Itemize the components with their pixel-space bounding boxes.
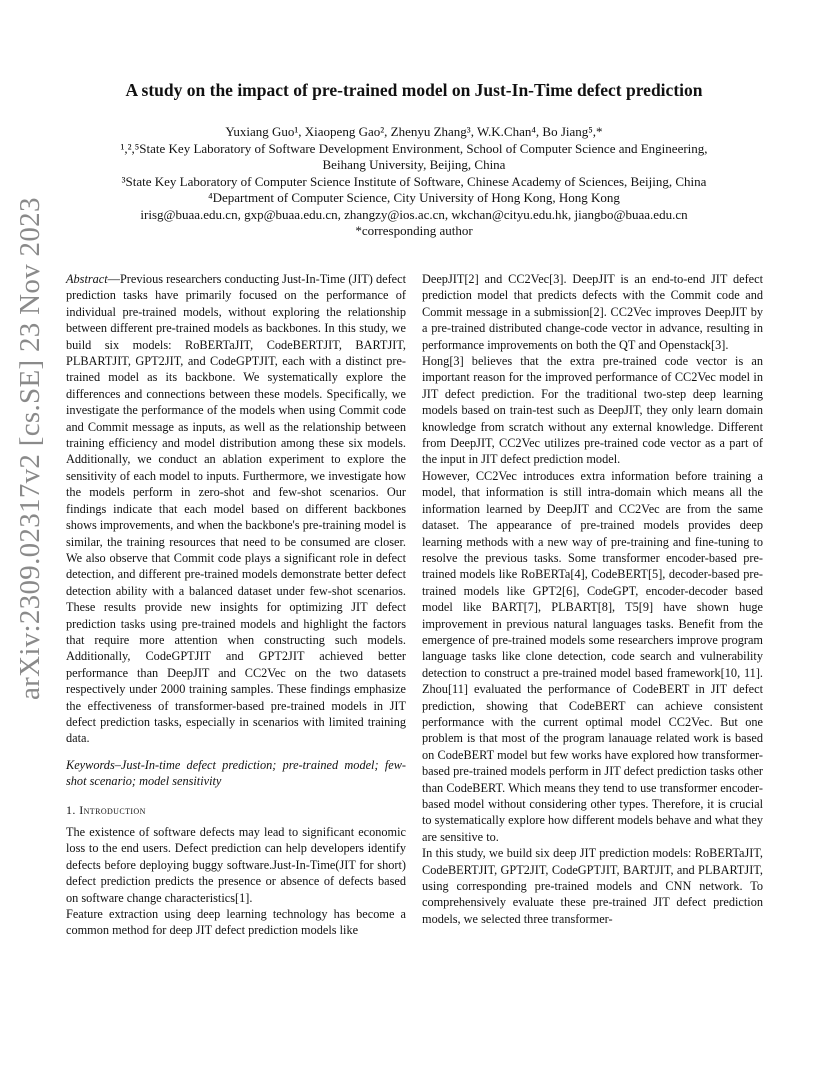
author-list: Yuxiang Guo¹, Xiaopeng Gao², Zhenyu Zhang³, W.K.Chan⁴, Bo Jiang⁵,* [225, 124, 603, 139]
arxiv-identifier: arXiv:2309.02317v2 [cs.SE] 23 Nov 2023 [14, 197, 46, 700]
section-heading [66, 802, 406, 818]
paper-title: A study on the impact of pre-trained model on Just-In-Time defect prediction [125, 80, 703, 100]
affiliation-3: ⁴Department of Computer Science, City University of Hong Kong, Hong Kong [208, 190, 620, 205]
intro-paragraph: However, CC2Vec introduces extra information before training a model, that information is still intra-domain which means all the information learned by DeepJIT and CC2Vec are from the same dataset. The appearance of pre-trained models provides deep learning methods with a new way of pre-training and fine-tuning to resolve the previous tasks. Some transformer encoder-based pre-trained models like RoBERTa[4], CodeBERT[5], decoder-based pre-trained models like GPT2[6], CodeGPT, encoder-decoder based model like BART[7], PLBART[8], T5[9] have shown huge improvement in previous natural languages tasks. Benefit from the emergence of pre-trained models some researchers improve program language tasks like clone detection, code search and vulnerability detection to construct a pre-trained model based framework[10, 11]. Zhou[11] evaluated the performance of CodeBERT in JIT defect prediction, showing that CodeBERT can achieve consistent performance with the current optimal model CC2Vec. But one problem is that most of the program lanauage related work is based on CodeBERT model but few works have explored how transformer-based pre-trained models perform in JIT defect prediction tasks other than CodeBERT. Which means they tend to use transformer encoder-based model without considering other types. Therefore, it is crucial to systematically explore how different models behave and what they are sensitive to. [422, 468, 763, 844]
intro-paragraph: The existence of software defects may lead to significant economic loss to the end users. Defect prediction can help developers identify defects before deploying buggy software.Just-In-Time(JIT for short) defect prediction predicts the presence or absence of defects based on software change characteristics[1]. [66, 825, 406, 905]
intro-paragraph: Hong[3] believes that the extra pre-trained code vector is an important reason for the improved performance of CC2Vec model in JIT defect prediction. For the traditional two-step deep learning models based on train-test such as DeepJIT, they only learn domain knowledge from scratch without any external knowledge. Different from DeepJIT, CC2Vec utilizes pre-trained code vector as a part of the input in JIT defect prediction model. [422, 354, 763, 467]
affiliation-1-cont: Beihang University, Beijing, China [322, 157, 506, 172]
right-column [422, 271, 763, 927]
abstract-label: Abstract [66, 272, 108, 286]
intro-paragraph: In this study, we build six deep JIT prediction models: RoBERTaJIT, CodeBERTJIT, GPT2JIT, CodeGPTJIT, BARTJIT, and PLBARTJIT, using corresponding pre-trained models and CNN network. To comprehensively evaluate these pre-trained JIT defect prediction models, we selected three transformer- [422, 846, 763, 926]
author-emails: irisg@buaa.edu.cn, gxp@buaa.edu.cn, zhangzy@ios.ac.cn, wkchan@cityu.edu.hk, jiangbo@buaa.edu.cn [140, 206, 688, 222]
section-title: Introduction [79, 802, 146, 817]
keywords: Keywords–Just-In-time defect prediction; pre-trained model; few-shot scenario; model sensitivity [66, 757, 406, 789]
abstract-text: —Previous researchers conducting Just-In-Time (JIT) defect prediction tasks have primarily focused on the performance of individual pre-trained models, without exploring the relationship between different pre-trained models as backbones. In this study, we build six models: RoBERTaJIT, CodeBERTJIT, BARTJIT, PLBARTJIT, GPT2JIT, and CodeGPTJIT, each with a distinct pre-trained model as its backbone. We systematically explore the differences and connections between these models. Specifically, we investigate the performance of the models when using Commit code and Commit message as inputs, as well as the relationship between training efficiency and model distribution among these six models. Additionally, we conduct an ablation experiment to explore the sensitivity of each model to inputs. Furthermore, we investigate how the models perform in zero-shot and few-shot scenarios. Our findings indicate that each model based on different backbones shows improvements, and when the backbone's pre-training model is similar, the training resources that need to be consumed are closer. We also observe that Commit code plays a significant role in defect detection, and different pre-trained models demonstrate better defect detection ability with a balanced dataset under few-shot scenarios. These results provide new insights for optimizing JIT defect prediction tasks using pre-trained models and highlight the factors that require more attention when constructing such models. Additionally, CodeGPTJIT and GPT2JIT achieved better performance than DeepJIT and CC2Vec on the two datasets respectively under 2000 training samples. These findings emphasize the effectiveness of transformer-based pre-trained models in JIT defect prediction tasks, especially in scenarios with limited training data. [66, 272, 407, 746]
affiliation-2: ³State Key Laboratory of Computer Science Institute of Software, Chinese Academy of Sciences, Beijing, China [121, 173, 707, 189]
corresponding-note: *corresponding author [355, 223, 473, 238]
left-column [66, 271, 406, 939]
abstract [66, 271, 406, 747]
intro-paragraph: DeepJIT[2] and CC2Vec[3]. DeepJIT is an end-to-end JIT defect prediction model that predicts defects with the Commit code and Commit message in a submission[2]. CC2Vec improves DeepJIT by a pre-trained distributed change-code vector in advance, resulting in performance improvements on both the QT and Openstack[3]. [422, 272, 763, 352]
intro-paragraph: Feature extraction using deep learning technology has become a common method for deep JIT defect prediction models like [66, 907, 406, 938]
affiliation-1: ¹,²,⁵State Key Laboratory of Software Development Environment, School of Computer Science and Engineering, [120, 140, 708, 156]
author-block [70, 124, 758, 240]
section-number: 1. [66, 802, 76, 817]
